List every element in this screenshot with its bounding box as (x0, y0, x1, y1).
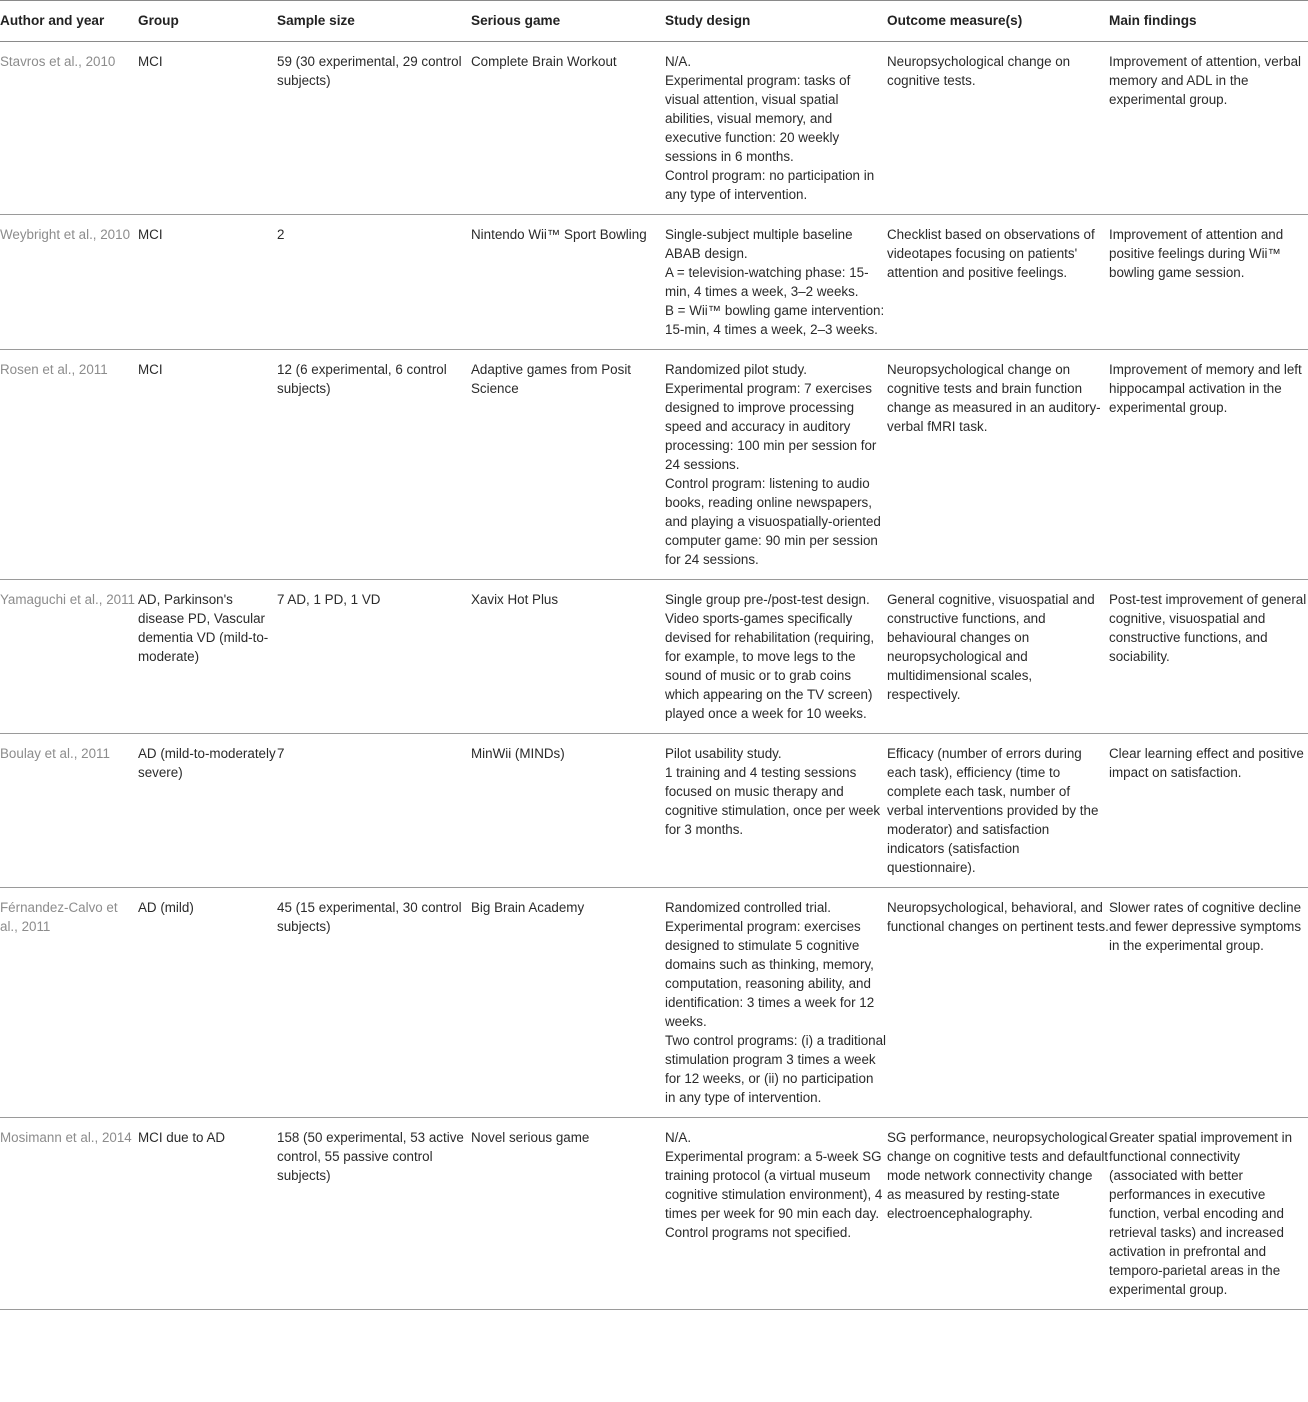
header-outcome-measures: Outcome measure(s) (887, 1, 1109, 42)
game-cell: MinWii (MINDs) (471, 734, 665, 888)
header-main-findings: Main findings (1109, 1, 1308, 42)
design-cell (665, 1118, 887, 1310)
sample-cell: 59 (30 experimental, 29 control subjects) (277, 42, 471, 215)
table-row (0, 215, 1308, 350)
design-line: Control program: listening to audio books, reading online newspapers, and playing a visuospatially-oriented computer game: 90 min per session for 24 sessions. (665, 476, 881, 567)
table-row (0, 734, 1308, 888)
design-line: Control program: no participation in any type of intervention. (665, 168, 875, 202)
design-cell (665, 580, 887, 734)
design-line: Experimental program: exercises designed to stimulate 5 cognitive domains such as thinking, memory, computation, reasoning ability, and identification: 3 times a week for 12 weeks. (665, 919, 875, 1029)
header-sample-size: Sample size (277, 1, 471, 42)
design-line: Single group pre-/post-test design. (665, 592, 870, 607)
design-line: Randomized controlled trial. (665, 900, 831, 915)
outcome-cell: SG performance, neuropsychological change on cognitive tests and default mode network connectivity change as measured by resting-state electroencephalography. (887, 1118, 1109, 1310)
header-serious-game: Serious game (471, 1, 665, 42)
findings-cell: Improvement of attention and positive feelings during Wii™ bowling game session. (1109, 215, 1308, 350)
game-cell: Complete Brain Workout (471, 42, 665, 215)
header-group: Group (138, 1, 277, 42)
table-row (0, 42, 1308, 215)
table-row (0, 888, 1308, 1118)
table-row (0, 350, 1308, 580)
table-row (0, 1118, 1308, 1310)
design-line: Video sports-games specifically devised for rehabilitation (requiring, for example, to move legs to the sound of music or to grab coins which appearing on the TV screen) played once a week for 10 weeks. (665, 611, 875, 721)
sample-cell: 7 (277, 734, 471, 888)
group-cell: AD (mild-to-moderately severe) (138, 734, 277, 888)
design-line: Experimental program: tasks of visual attention, visual spatial abilities, visual memory, and executive function: 20 weekly sessions in 6 months. (665, 73, 851, 164)
findings-cell: Post-test improvement of general cognitive, visuospatial and constructive functions, and sociability. (1109, 580, 1308, 734)
author-cell: Rosen et al., 2011 (0, 350, 138, 580)
findings-cell: Slower rates of cognitive decline and fewer depressive symptoms in the experimental group. (1109, 888, 1308, 1118)
outcome-cell: Neuropsychological change on cognitive tests and brain function change as measured in an auditory-verbal fMRI task. (887, 350, 1109, 580)
header-row (0, 1, 1308, 42)
findings-cell: Greater spatial improvement in functional connectivity (associated with better performances in executive function, verbal encoding and retrieval tasks) and increased activation in prefrontal and temporo-parietal areas in the experimental group. (1109, 1118, 1308, 1310)
design-line: Experimental program: a 5-week SG training protocol (a virtual museum cognitive stimulation environment), 4 times per week for 90 min each day. (665, 1149, 883, 1221)
sample-cell: 7 AD, 1 PD, 1 VD (277, 580, 471, 734)
design-line: Two control programs: (i) a traditional stimulation program 3 times a week for 12 weeks, or (ii) no participation in any type of intervention. (665, 1033, 887, 1105)
group-cell: MCI (138, 350, 277, 580)
group-cell: MCI (138, 215, 277, 350)
design-cell (665, 888, 887, 1118)
design-line: B = Wii™ bowling game intervention: 15-min, 4 times a week, 2–3 weeks. (665, 303, 885, 337)
game-cell: Nintendo Wii™ Sport Bowling (471, 215, 665, 350)
sample-cell: 2 (277, 215, 471, 350)
author-cell: Weybright et al., 2010 (0, 215, 138, 350)
design-line: Control programs not specified. (665, 1225, 852, 1240)
group-cell: AD (mild) (138, 888, 277, 1118)
outcome-cell: Efficacy (number of errors during each task), efficiency (time to complete each task, number of verbal interventions provided by the moderator) and satisfaction indicators (satisfaction questionnaire). (887, 734, 1109, 888)
outcome-cell: Checklist based on observations of videotapes focusing on patients' attention and positive feelings. (887, 215, 1109, 350)
design-line: N/A. (665, 54, 692, 69)
design-line: Pilot usability study. (665, 746, 782, 761)
findings-cell: Improvement of attention, verbal memory and ADL in the experimental group. (1109, 42, 1308, 215)
design-line: N/A. (665, 1130, 692, 1145)
sample-cell: 45 (15 experimental, 30 control subjects) (277, 888, 471, 1118)
game-cell: Big Brain Academy (471, 888, 665, 1118)
group-cell: AD, Parkinson's disease PD, Vascular dementia VD (mild-to-moderate) (138, 580, 277, 734)
findings-cell: Improvement of memory and left hippocampal activation in the experimental group. (1109, 350, 1308, 580)
author-cell: Férnandez-Calvo et al., 2011 (0, 888, 138, 1118)
table-row (0, 580, 1308, 734)
group-cell: MCI (138, 42, 277, 215)
findings-cell: Clear learning effect and positive impact on satisfaction. (1109, 734, 1308, 888)
author-cell: Yamaguchi et al., 2011 (0, 580, 138, 734)
design-cell (665, 215, 887, 350)
group-cell: MCI due to AD (138, 1118, 277, 1310)
design-line: Single-subject multiple baseline ABAB design. (665, 227, 853, 261)
header-author-year: Author and year (0, 1, 138, 42)
author-cell: Stavros et al., 2010 (0, 42, 138, 215)
sample-cell: 158 (50 experimental, 53 active control, 55 passive control subjects) (277, 1118, 471, 1310)
sample-cell: 12 (6 experimental, 6 control subjects) (277, 350, 471, 580)
design-line: 1 training and 4 testing sessions focused on music therapy and cognitive stimulation, once per week for 3 months. (665, 765, 881, 837)
design-line: Randomized pilot study. (665, 362, 807, 377)
header-study-design: Study design (665, 1, 887, 42)
game-cell: Novel serious game (471, 1118, 665, 1310)
design-cell (665, 42, 887, 215)
table-body (0, 42, 1308, 1310)
design-line: Experimental program: 7 exercises designed to improve processing speed and accuracy in auditory processing: 100 min per session for 24 sessions. (665, 381, 877, 472)
design-line: A = television-watching phase: 15-min, 4 times a week, 3–2 weeks. (665, 265, 869, 299)
author-cell: Boulay et al., 2011 (0, 734, 138, 888)
game-cell: Xavix Hot Plus (471, 580, 665, 734)
design-cell (665, 734, 887, 888)
design-cell (665, 350, 887, 580)
game-cell: Adaptive games from Posit Science (471, 350, 665, 580)
outcome-cell: General cognitive, visuospatial and constructive functions, and behavioural changes on neuropsychological and multidimensional scales, respectively. (887, 580, 1109, 734)
outcome-cell: Neuropsychological, behavioral, and functional changes on pertinent tests. (887, 888, 1109, 1118)
outcome-cell: Neuropsychological change on cognitive tests. (887, 42, 1109, 215)
author-cell: Mosimann et al., 2014 (0, 1118, 138, 1310)
table-header (0, 1, 1308, 42)
